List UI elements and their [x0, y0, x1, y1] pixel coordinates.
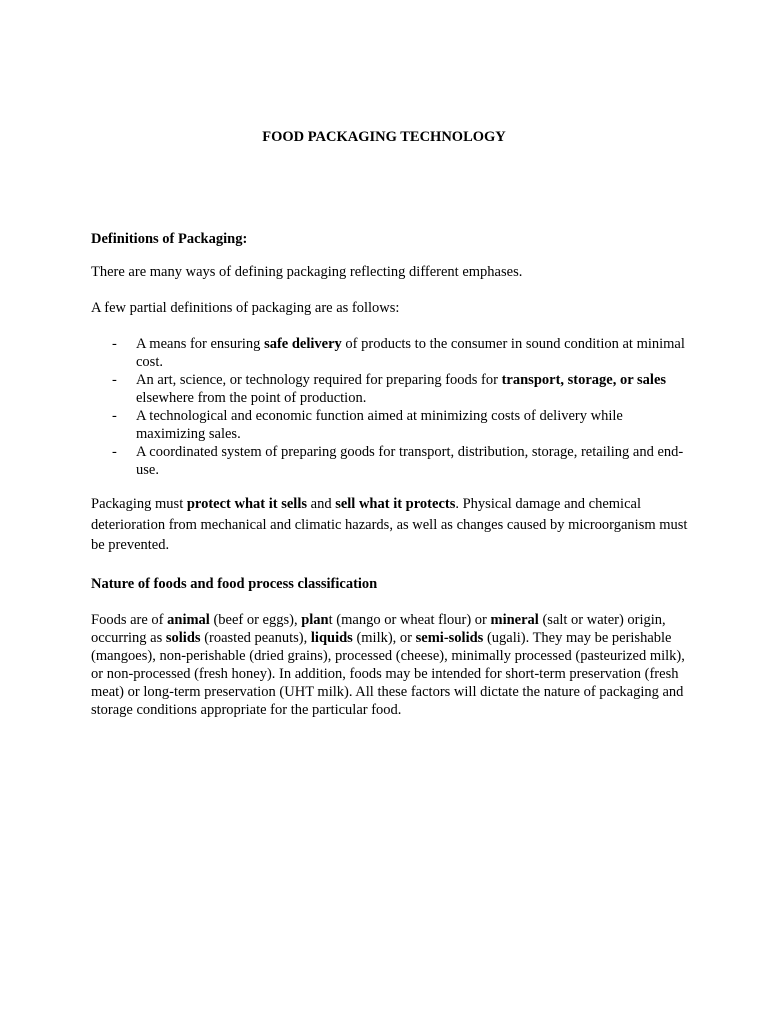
definitions-heading: Definitions of Packaging: [91, 231, 248, 247]
paragraph-text: Foods are of [91, 612, 168, 628]
paragraph-text: (roasted peanuts), [200, 630, 311, 646]
paragraph-text: (ugali). They may be perishable (mangoes), non-perishable (dried grains), processed (cheese), minimally processed (pasteurized milk), or non-processed (fresh honey). In addition, foods may be intended for short-term preservation (fresh meat) or long-term preservation (UHT milk). All these factors will dictate the nature of packaging and storage conditions appropriate for the particular food. [91, 630, 685, 718]
paragraph-emphasis: semi-solids [415, 630, 484, 646]
bullet-dash: - [112, 408, 117, 424]
list-item-text: A means for ensuring [136, 336, 265, 352]
paragraph-text: (milk), or [352, 630, 416, 646]
definitions-paragraph-1: There are many ways of defining packaging reflecting different emphases. [91, 264, 523, 280]
list-item-text: of products to the consumer in sound condition at minimal cost. [136, 336, 685, 370]
list-item-emphasis: safe delivery [264, 336, 342, 352]
bullet-dash: - [112, 336, 117, 352]
list-item [91, 443, 691, 479]
nature-heading: Nature of foods and food process classification [91, 576, 378, 592]
list-item [91, 335, 691, 371]
bullet-dash: - [112, 444, 117, 460]
bullet-dash: - [112, 372, 117, 388]
nature-paragraph [91, 611, 691, 719]
list-item [91, 371, 691, 407]
paragraph-emphasis: animal [167, 612, 210, 628]
document-title: FOOD PACKAGING TECHNOLOGY [262, 129, 506, 145]
list-item-text: A coordinated system of preparing goods for transport, distribution, storage, retailing and end-use. [136, 444, 684, 478]
paragraph-text: t (mango or wheat flour) or [328, 612, 491, 628]
paragraph-text: . Physical damage and chemical deterioration from mechanical and climatic hazards, as well as changes caused by microorganism must be prevented. [91, 496, 688, 553]
list-item [91, 407, 691, 443]
list-item-emphasis: transport, storage, or sales [501, 372, 667, 388]
paragraph-emphasis: mineral [490, 612, 539, 628]
paragraph-emphasis: sell what it protects [335, 496, 456, 512]
paragraph-emphasis: solids [165, 630, 201, 646]
paragraph-text: and [307, 496, 336, 512]
paragraph-text: Packaging must [91, 496, 187, 512]
paragraph-emphasis: protect what it sells [186, 496, 308, 512]
paragraph-emphasis: liquids [310, 630, 353, 646]
list-item-text: elsewhere from the point of production. [136, 390, 367, 406]
definitions-list [91, 335, 691, 479]
list-item-text: An art, science, or technology required for preparing foods for [136, 372, 502, 388]
definitions-paragraph-2: A few partial definitions of packaging are as follows: [91, 300, 400, 316]
paragraph-text: (salt or water) origin, occurring as [91, 612, 666, 646]
protect-paragraph [91, 494, 691, 556]
paragraph-emphasis: plan [301, 612, 329, 628]
paragraph-text: (beef or eggs), [209, 612, 302, 628]
list-item-text: A technological and economic function aimed at minimizing costs of delivery while maximizing sales. [136, 408, 623, 442]
